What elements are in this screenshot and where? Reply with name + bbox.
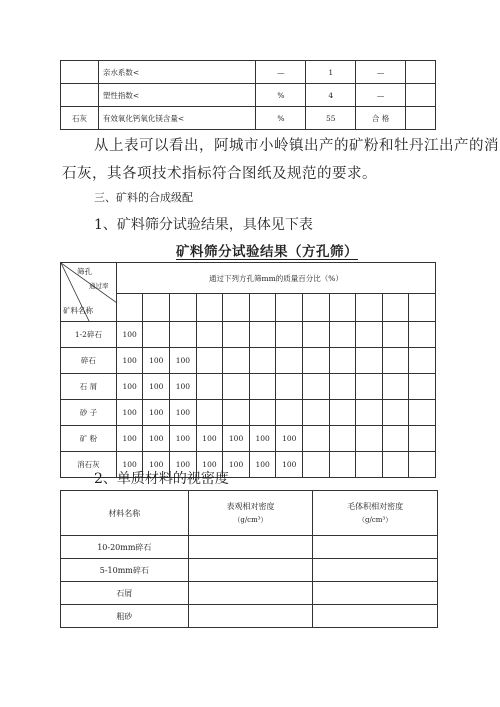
passing-value-cell — [382, 400, 409, 426]
sieve-size-cell — [276, 294, 303, 322]
item-cell: 亲水系数< — [98, 61, 256, 84]
sieve-size-row — [61, 294, 436, 322]
passing-value-cell: 100 — [249, 452, 276, 478]
unit-cell: — — [256, 61, 306, 84]
table-row — [61, 400, 436, 426]
sieve-size-cell — [249, 294, 276, 322]
sieve-results-table — [60, 262, 436, 478]
sieve-size-cell — [409, 294, 436, 322]
table-row — [61, 605, 438, 628]
passing-value-cell: 100 — [116, 374, 143, 400]
passing-value-cell: 100 — [249, 426, 276, 452]
passing-value-cell — [409, 452, 436, 478]
properties-table — [60, 60, 436, 130]
passing-value-cell: 100 — [196, 426, 223, 452]
passing-value-cell — [276, 374, 303, 400]
passing-value-cell — [249, 400, 276, 426]
material-name-cell: 5-10mm碎石 — [61, 559, 189, 582]
passing-value-cell — [382, 322, 409, 348]
passing-value-cell — [249, 374, 276, 400]
table-title: 矿料筛分试验结果（方孔筛） — [176, 244, 358, 260]
passing-value-cell: 100 — [170, 400, 197, 426]
paragraph-line-1: 从上表可以看出，阿城市小岭镇出产的矿粉和牡丹江出产的消 — [94, 138, 499, 154]
passing-value-cell — [356, 400, 383, 426]
passing-value-cell — [409, 426, 436, 452]
sieve-size-cell — [196, 294, 223, 322]
table-row — [61, 582, 438, 605]
passing-value-cell: 100 — [116, 400, 143, 426]
passing-value-cell: 100 — [143, 400, 170, 426]
passing-value-cell — [356, 426, 383, 452]
group-cell — [61, 61, 99, 84]
passing-value-cell — [382, 374, 409, 400]
corner-label-top: 筛孔 — [77, 267, 92, 276]
corner-header-cell — [61, 263, 117, 322]
table-row — [61, 107, 436, 130]
passing-value-cell: 100 — [170, 374, 197, 400]
passing-value-cell — [382, 426, 409, 452]
apparent-density-cell — [188, 582, 313, 605]
apparent-density-label: 表观相对密度 — [226, 502, 275, 511]
passing-value-cell — [249, 322, 276, 348]
material-name-cell: 消石灰 — [61, 452, 117, 478]
passing-value-cell: 100 — [143, 426, 170, 452]
spare-cell — [406, 84, 436, 107]
passing-value-cell: 100 — [116, 426, 143, 452]
item-cell: 有效氧化钙氧化镁含量< — [98, 107, 256, 130]
passing-value-cell — [276, 322, 303, 348]
section-heading: 三、矿料的合成级配 — [94, 191, 193, 204]
passing-value-cell — [382, 452, 409, 478]
passing-value-cell — [303, 348, 330, 374]
passing-value-cell: 100 — [223, 426, 250, 452]
passing-value-cell: 100 — [170, 426, 197, 452]
apparent-density-cell — [188, 605, 313, 628]
bulk-density-cell — [313, 559, 438, 582]
passing-value-cell — [409, 322, 436, 348]
passing-value-cell: 100 — [116, 348, 143, 374]
passing-value-cell — [223, 322, 250, 348]
passing-value-cell — [196, 400, 223, 426]
passing-value-cell — [303, 374, 330, 400]
passing-value-cell — [196, 348, 223, 374]
apparent-density-unit: （g/cm³） — [233, 516, 268, 524]
passing-value-cell: 100 — [143, 374, 170, 400]
passing-value-cell — [196, 374, 223, 400]
passing-value-cell — [356, 348, 383, 374]
table-row — [61, 322, 436, 348]
density-header-bulk — [313, 491, 438, 536]
value-cell: 1 — [306, 61, 356, 84]
table-row — [61, 348, 436, 374]
sieve-size-cell — [329, 294, 356, 322]
paragraph-line-2: 石灰，其各项技术指标符合图纸及规范的要求。 — [62, 166, 377, 182]
passing-value-cell — [356, 374, 383, 400]
passing-value-cell — [223, 374, 250, 400]
passing-value-cell — [303, 400, 330, 426]
material-name-cell: 石屑 — [61, 582, 189, 605]
passing-value-cell: 100 — [223, 452, 250, 478]
table-row — [61, 374, 436, 400]
result-cell: 合 格 — [356, 107, 406, 130]
apparent-density-cell — [188, 559, 313, 582]
passing-value-cell — [329, 322, 356, 348]
passing-value-cell — [356, 322, 383, 348]
sieve-size-cell — [303, 294, 330, 322]
passing-value-cell — [223, 348, 250, 374]
unit-cell: % — [256, 107, 306, 130]
passing-value-cell: 100 — [143, 348, 170, 374]
corner-label-bottom: 矿料名称 — [63, 306, 93, 315]
passing-value-cell — [276, 348, 303, 374]
item-cell: 塑性指数< — [98, 84, 256, 107]
sieve-size-cell — [223, 294, 250, 322]
passing-value-cell: 100 — [116, 322, 143, 348]
passing-value-cell — [303, 322, 330, 348]
spare-cell — [406, 61, 436, 84]
passing-value-cell: 100 — [170, 348, 197, 374]
passing-value-cell — [143, 322, 170, 348]
table-row — [61, 84, 436, 107]
result-cell: — — [356, 61, 406, 84]
passing-value-cell — [329, 348, 356, 374]
passing-value-cell: 100 — [116, 452, 143, 478]
density-header-apparent — [188, 491, 313, 536]
density-header-material: 材料名称 — [61, 491, 189, 536]
properties-table-body — [61, 61, 436, 130]
passing-value-cell — [329, 426, 356, 452]
corner-label-mid: 通过率 — [89, 282, 109, 290]
table-row — [61, 426, 436, 452]
passing-value-cell — [329, 452, 356, 478]
group-cell: 石灰 — [61, 107, 99, 130]
material-name-cell: 碎石 — [61, 348, 117, 374]
density-table-body — [61, 536, 438, 628]
passing-value-cell — [409, 374, 436, 400]
passing-value-cell — [409, 400, 436, 426]
bulk-density-cell — [313, 536, 438, 559]
material-name-cell: 10-20mm碎石 — [61, 536, 189, 559]
passing-value-cell — [249, 348, 276, 374]
sieve-size-cell — [143, 294, 170, 322]
bulk-density-cell — [313, 605, 438, 628]
value-cell: 4 — [306, 84, 356, 107]
sieve-size-cell — [356, 294, 383, 322]
bulk-density-cell — [313, 582, 438, 605]
passing-value-cell: 100 — [276, 426, 303, 452]
sieve-header-span: 通过下列方孔筛mm的质量百分比（%） — [116, 263, 435, 294]
passing-value-cell — [276, 400, 303, 426]
material-name-cell: 砂 子 — [61, 400, 117, 426]
passing-value-cell — [196, 322, 223, 348]
material-name-cell: 矿 粉 — [61, 426, 117, 452]
passing-value-cell — [382, 348, 409, 374]
passing-value-cell — [356, 452, 383, 478]
value-cell: 55 — [306, 107, 356, 130]
spare-cell — [406, 107, 436, 130]
result-cell: — — [356, 84, 406, 107]
passing-value-cell: 100 — [276, 452, 303, 478]
table-row — [61, 536, 438, 559]
passing-value-cell — [409, 348, 436, 374]
material-name-cell: 石 屑 — [61, 374, 117, 400]
sieve-results-body — [61, 322, 436, 478]
material-name-cell: 粗砂 — [61, 605, 189, 628]
subsection-heading-1: 1、矿料筛分试验结果，具体见下表 — [94, 217, 313, 233]
passing-value-cell — [223, 400, 250, 426]
passing-value-cell — [303, 426, 330, 452]
apparent-density-cell — [188, 536, 313, 559]
table-row — [61, 61, 436, 84]
sieve-size-cell — [116, 294, 143, 322]
passing-value-cell: 100 — [196, 452, 223, 478]
unit-cell: % — [256, 84, 306, 107]
passing-value-cell — [303, 452, 330, 478]
table-row — [61, 559, 438, 582]
passing-value-cell — [170, 322, 197, 348]
passing-value-cell: 100 — [143, 452, 170, 478]
sieve-size-cell — [170, 294, 197, 322]
material-name-cell: 1-2碎石 — [61, 322, 117, 348]
subsection-heading-2: 2、单质材料的视密度 — [94, 471, 229, 487]
group-cell — [61, 84, 99, 107]
density-table — [60, 490, 438, 628]
passing-value-cell — [329, 374, 356, 400]
sieve-size-cell — [382, 294, 409, 322]
passing-value-cell: 100 — [170, 452, 197, 478]
passing-value-cell — [329, 400, 356, 426]
bulk-density-unit: （g/cm³） — [358, 516, 393, 524]
bulk-density-label: 毛体积相对密度 — [347, 502, 404, 511]
